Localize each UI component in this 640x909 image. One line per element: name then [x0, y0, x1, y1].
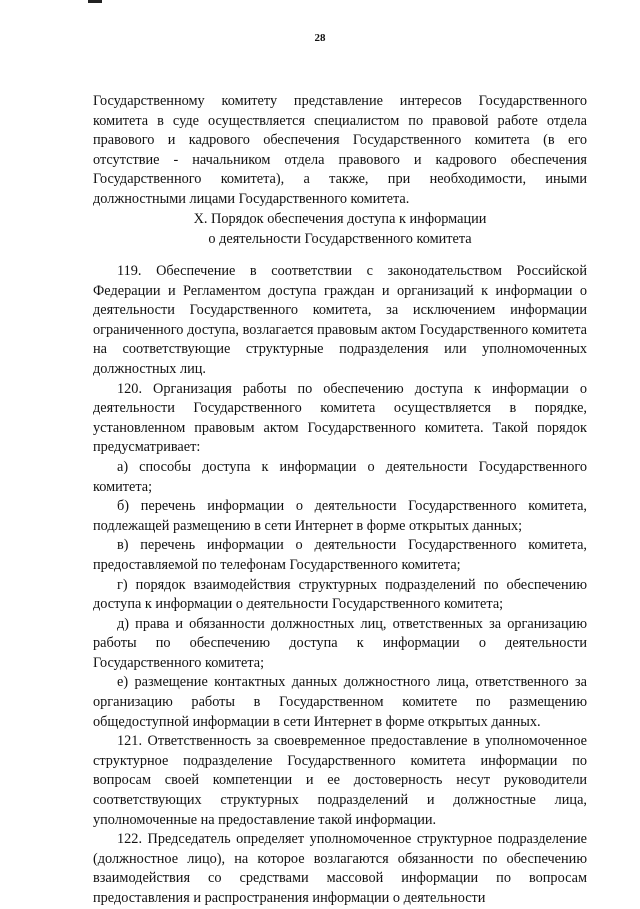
paragraph-120-item-b: б) перечень информации о деятельности Государственного комитета, подлежащей размещению в сети Интернет в форме открытых данных; — [93, 498, 587, 534]
paragraph-122: 122. Председатель определяет уполномоченное структурное подразделение (должностное лицо), на которое возлагаются обязанности по обеспечению взаимодействия со средствами массовой информации по вопросам предоставления и распространения информации о деятельности — [93, 831, 587, 906]
paragraph-120-item-g: г) порядок взаимодействия структурных подразделений по обеспечению доступа к информации о деятельности Государственного комитета; — [93, 576, 587, 613]
scan-edge-mark — [88, 0, 102, 3]
paragraph-120-item-v: в) перечень информации о деятельности Государственного комитета, предоставляемой по телефонам Государственного комитета; — [93, 537, 587, 573]
paragraph-120-item-e: е) размещение контактных данных должностного лица, ответственного за организацию работы в Государственном комитете по размещению общедоступной информации в сети Интернет в форме открытых данных. — [93, 674, 587, 730]
paragraph-120-item-a: а) способы доступа к информации о деятельности Государственного комитета; — [93, 458, 587, 495]
intro-paragraph: Государственному комитету представление интересов Государственного комитета в суде осуществляется специалистом по правовой работе отдела правового и кадрового обеспечения Государственного комитета (в его отсутствие - начальником отдела правового и кадрового обеспечения Государственного комитета), а также, при необходимости, иными должностными лицами Государственного комитета. — [93, 93, 587, 207]
paragraph-121: 121. Ответственность за своевременное предоставление в уполномоченное структурное подразделение Государственного комитета информации по вопросам своей компетенции и ее достоверность несут руководители соответствующих структурных подразделений и должностные лица, уполномоченные на предоставление такой информации. — [93, 733, 587, 828]
paragraph-120-item-d: д) права и обязанности должностных лиц, ответственных за организацию работы по обеспечению доступа к информации о деятельности Государственного комитета; — [93, 615, 587, 671]
section-heading — [93, 210, 587, 249]
paragraph-119: 119. Обеспечение в соответствии с законодательством Российской Федерации и Регламентом доступа граждан и организаций к информации о деятельности Государственного комитета, за исключением информации ограниченного доступа, возлагается правовым актом Государственного комитета на соответствующие структурные подразделения или уполномоченных должностных лиц. — [93, 263, 587, 377]
intro-paragraph-block — [93, 92, 587, 210]
section-body — [93, 262, 587, 909]
paragraph-120: 120. Организация работы по обеспечению доступа к информации о деятельности Государственного комитета осуществляется в порядке, установленном правовым актом Государственного комитета. Такой порядок предусматривает: — [93, 380, 587, 456]
page-number: 28 — [314, 32, 326, 44]
section-heading-line-1: X. Порядок обеспечения доступа к информации — [193, 211, 487, 227]
section-heading-line-2: о деятельности Государственного комитета — [208, 230, 472, 247]
